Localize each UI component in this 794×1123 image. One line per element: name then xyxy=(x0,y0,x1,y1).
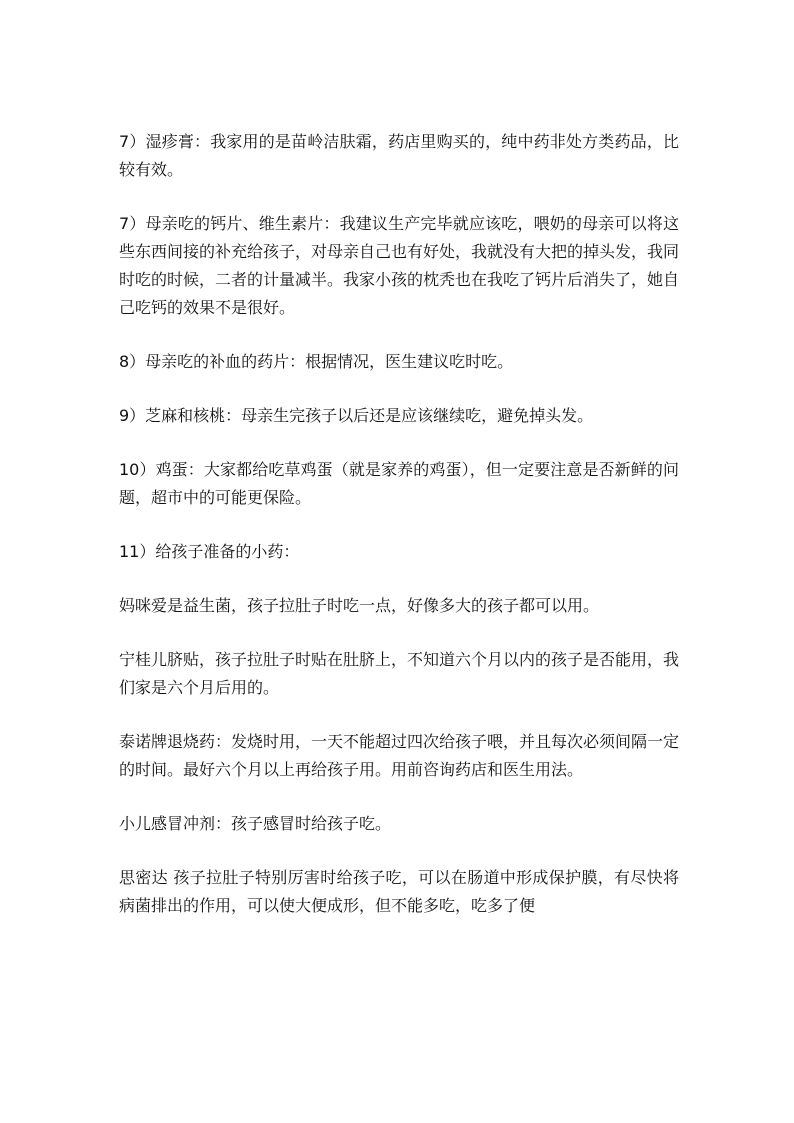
paragraph-smecta: 思密达 孩子拉肚子特别厉害时给孩子吃，可以在肠道中形成保护膜，有尽快将病菌排出的作用，可以使大便成形，但不能多吃，吃多了便 xyxy=(119,868,679,915)
paragraph-child-medicine-heading: 11）给孩子准备的小药： xyxy=(119,542,300,561)
paragraph-eggs: 10）鸡蛋：大家都给吃草鸡蛋（就是家养的鸡蛋），但一定要注意是否新鲜的问题，超市中的可能更保险。 xyxy=(119,460,679,507)
paragraph-navel-patch: 宁桂儿脐贴，孩子拉肚子时贴在肚脐上，不知道六个月以内的孩子是否能用，我们家是六个月后用的。 xyxy=(119,650,680,697)
paragraph-eczema-cream: 7）湿疹膏：我家用的是苗岭洁肤霜，药店里购买的，纯中药非处方类药品，比较有效。 xyxy=(119,132,679,179)
paragraph-fever-medicine: 泰诺牌退烧药：发烧时用，一天不能超过四次给孩子喂，并且每次必须间隔一定的时间。最好六个月以上再给孩子用。用前咨询药店和医生用法。 xyxy=(119,732,680,779)
paragraph-blood-tonic: 8）母亲吃的补血的药片：根据情况，医生建议吃时吃。 xyxy=(119,352,514,371)
paragraph-sesame-walnut: 9）芝麻和核桃：母亲生完孩子以后还是应该继续吃，避免掉头发。 xyxy=(119,406,594,425)
paragraph-calcium-vitamins: 7）母亲吃的钙片、维生素片：我建议生产完毕就应该吃，喂奶的母亲可以将这些东西间接的补充给孩子，对母亲自己也有好处，我就没有大把的掉头发，我同时吃的时候，二者的计量减半。我家小孩的枕秃也在我吃了钙片后消失了，她自己吃钙的效果不是很好。 xyxy=(119,214,680,317)
paragraph-probiotic: 妈咪爱是益生菌，孩子拉肚子时吃一点，好像多大的孩子都可以用。 xyxy=(119,596,600,615)
document-body xyxy=(119,128,679,946)
paragraph-cold-granules: 小儿感冒冲剂：孩子感冒时给孩子吃。 xyxy=(119,814,392,833)
